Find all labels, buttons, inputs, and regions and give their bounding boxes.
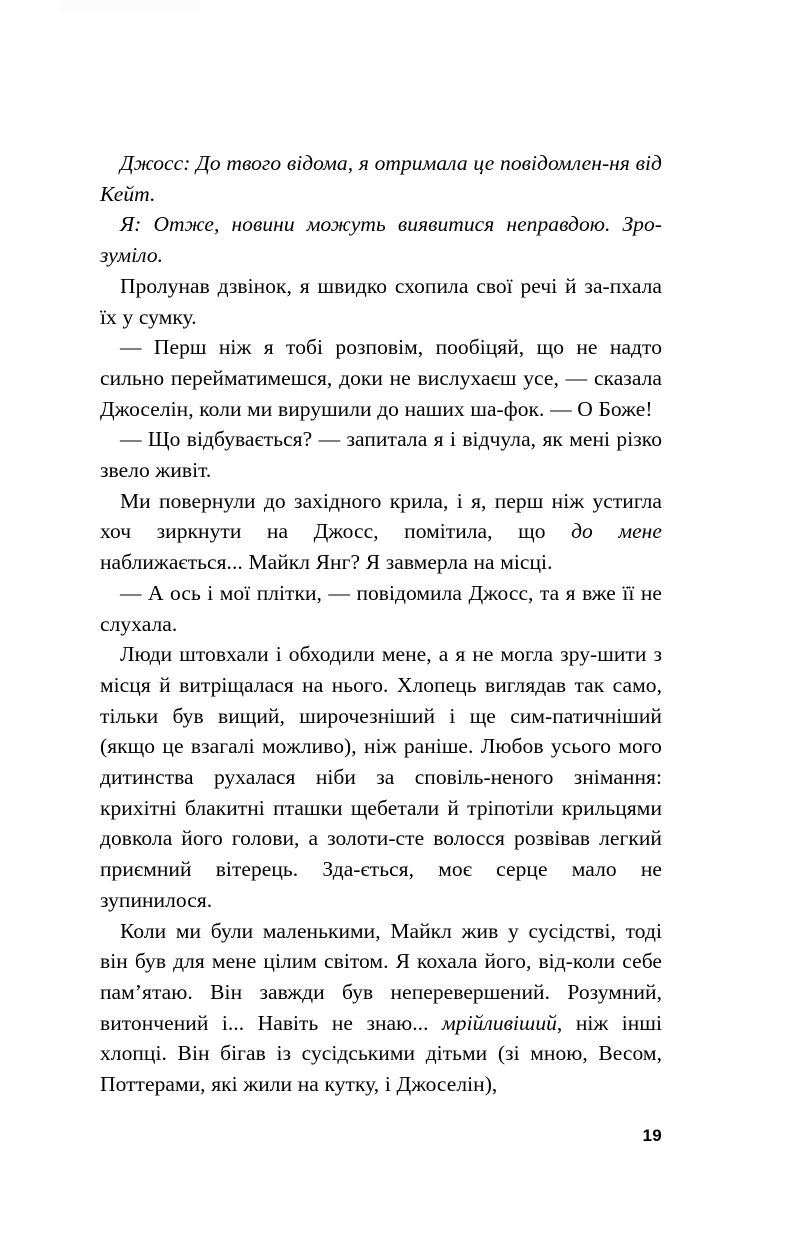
scan-artifact — [60, 0, 200, 12]
page-number: 19 — [642, 1126, 662, 1145]
paragraph-bell-rang: Пролунав дзвінок, я швидко схопила свої речі й за-пхала їх у сумку. — [100, 273, 662, 329]
text-run: , ніж інші хлопці. Він бігав із сусідськими дітьми (зі мною, Весом, Поттерами, які жили на кутку, і Джоселін), — [100, 1010, 662, 1097]
text-run: наближається... Майкл Янг? Я завмерла на місці. — [100, 550, 553, 575]
paragraph-people-pushed: Люди штовхали і обходили мене, а я не могла зру-шити з місця й витріщалася на нього. Хлопець виглядав так само, тільки був вищий, широчезніший і ще сим-патичніший (якщо це взагалі можливо), ніж раніше. Любов усього мого дитинства рухалася ніби за сповіль-неного знімання: крихітні блакитні пташки щебетали й тріпотіли крильцями довкола його голови, а золоти-сте волосся розвівав легкий приємний вітерець. Зда-ється, моє серце мало не зупинилося. — [100, 642, 662, 912]
paragraph-before-i-tell-you: — Перш ніж я тобі розповім, пообіцяй, що не надто сильно перейматимешся, доки не вислухаєш усе, — сказала Джоселін, коли ми вирушили до наших ша-фок. — О Боже! — [100, 335, 662, 421]
paragraph-when-we-were-little — [100, 916, 662, 1100]
paragraph-my-gossip: — А ось і мої плітки, — повідомила Джосс, та я вже її не слухала. — [100, 580, 662, 636]
paragraph-dialogue-joss: Джосс: До твого відома, я отримала це повідомлен-ня від Кейт. — [100, 151, 662, 206]
emphasis-do-mene: до мене — [571, 519, 662, 544]
text-run: Ми повернули до західного крила, і я, перш ніж устигла хоч зиркнути на Джосс, помітила, що — [100, 488, 662, 544]
emphasis-mriylyvishyy: мрійливіший — [442, 1010, 557, 1035]
paragraph-west-wing — [100, 486, 662, 578]
paragraph-what-is-happening: — Що відбувається? — запитала я і відчула, як мені різко звело живіт. — [100, 427, 662, 483]
paragraph-dialogue-me: Я: Отже, новини можуть виявитися неправдою. Зро-зуміло. — [100, 212, 662, 268]
text-run: Коли ми були маленькими, Майкл жив у сусідстві, тоді він був для мене цілим світом. Я кохала його, від-коли себе пам’ятаю. Він завжди був неперевершений. Розумний, витончений і... Навіть не знаю... — [100, 918, 662, 1035]
page-text-block — [100, 148, 662, 1100]
